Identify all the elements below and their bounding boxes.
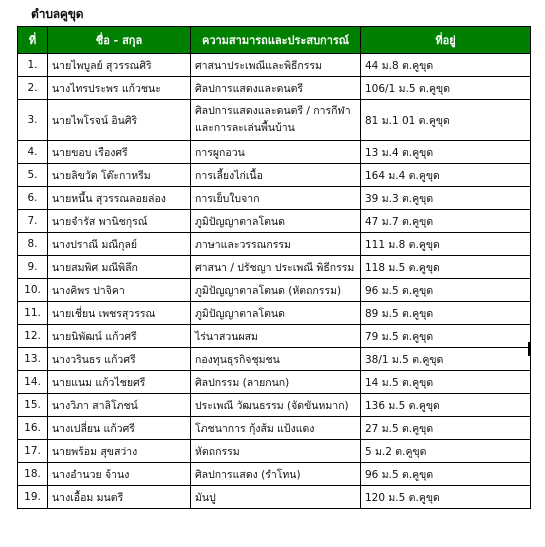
row-address: 81 ม.1 01 ต.คูขุด (361, 100, 531, 141)
row-name: นายเชี่ยน เพชรสุวรรณ (48, 302, 191, 325)
row-name: นายสมพิศ มณีพิลึก (48, 256, 191, 279)
row-skill: หัตถกรรม (191, 440, 361, 463)
row-skill: การเลี้ยงไก่เนื้อ (191, 164, 361, 187)
row-number: 9. (18, 256, 48, 279)
table-row (18, 54, 531, 77)
row-number: 11. (18, 302, 48, 325)
row-number: 10. (18, 279, 48, 302)
row-skill: ไร่นาสวนผสม (191, 325, 361, 348)
row-name: นายไพบูลย์ สุวรรณศิริ (48, 54, 191, 77)
header-skill: ความสามารถและประสบการณ์ (191, 27, 361, 54)
row-address: 44 ม.8 ต.คูขุด (361, 54, 531, 77)
row-address: 106/1 ม.5 ต.คูขุด (361, 77, 531, 100)
row-name: นายลิขวัต โต๊ะกาหรีม (48, 164, 191, 187)
row-skill: ภูมิปัญญาตาลโตนด (191, 210, 361, 233)
row-address: 96 ม.5 ต.คูขุด (361, 463, 531, 486)
row-number: 15. (18, 394, 48, 417)
table-row (18, 100, 531, 141)
row-name: นายแนม แก้วไชยศรี (48, 371, 191, 394)
row-number: 17. (18, 440, 48, 463)
row-address: 120 ม.5 ต.คูขุด (361, 486, 531, 509)
row-name: นายพร้อม สุขสว่าง (48, 440, 191, 463)
row-number: 1. (18, 54, 48, 77)
row-skill: ศิลปกรรม (ลายกนก) (191, 371, 361, 394)
table-row (18, 210, 531, 233)
row-name: นางปราณี มณีกุลย์ (48, 233, 191, 256)
table-row (18, 440, 531, 463)
row-number: 7. (18, 210, 48, 233)
header-name: ชื่อ - สกุล (48, 27, 191, 54)
row-number: 8. (18, 233, 48, 256)
row-name: นายไพโรจน์ อินศิริ (48, 100, 191, 141)
table-row (18, 302, 531, 325)
row-address: 13 ม.4 ต.คูขุด (361, 141, 531, 164)
header-no: ที่ (18, 27, 48, 54)
row-name: นางวรินธร แก้วศรี (48, 348, 191, 371)
row-address: 118 ม.5 ต.คูขุด (361, 256, 531, 279)
row-skill: ศาสนา / ปรัชญา ประเพณี พิธีกรรม (191, 256, 361, 279)
row-name: นางเปลี่ยน แก้วศรี (48, 417, 191, 440)
row-name: นายจำรัส พานิชกุรณ์ (48, 210, 191, 233)
row-skill: การเย็บใบจาก (191, 187, 361, 210)
row-number: 14. (18, 371, 48, 394)
row-address: 79 ม.5 ต.คูขุด (361, 325, 531, 348)
row-address: 5 ม.2 ต.คูขุด (361, 440, 531, 463)
row-name: นายนิพัฒน์ แก้วศรี (48, 325, 191, 348)
row-number: 5. (18, 164, 48, 187)
row-address: 27 ม.5 ต.คูขุด (361, 417, 531, 440)
row-name: นางเอื้อม มนตรี (48, 486, 191, 509)
table-row (18, 77, 531, 100)
row-skill: การผูกอวน (191, 141, 361, 164)
row-skill: ประเพณี วัฒนธรรม (จัดขันหมาก) (191, 394, 361, 417)
row-skill: กองทุนธุรกิจชุมชน (191, 348, 361, 371)
row-skill: ศิลปการแสดงและดนตรี / การกีฬาและการละเล่นพื้นบ้าน (191, 100, 361, 141)
table-row (18, 141, 531, 164)
row-name: นายหนึ้น สุวรรณลอยล่อง (48, 187, 191, 210)
row-number: 4. (18, 141, 48, 164)
row-address: 47 ม.7 ต.คูขุด (361, 210, 531, 233)
table-row (18, 164, 531, 187)
row-skill: ศิลปการแสดง (รำโทน) (191, 463, 361, 486)
table-row (18, 371, 531, 394)
table-row (18, 463, 531, 486)
table-row (18, 256, 531, 279)
row-number: 2. (18, 77, 48, 100)
row-number: 19. (18, 486, 48, 509)
row-address: 96 ม.5 ต.คูขุด (361, 279, 531, 302)
text-cursor (528, 342, 530, 356)
row-skill: ภาษาและวรรณกรรม (191, 233, 361, 256)
table-row (18, 187, 531, 210)
header-address: ที่อยู่ (361, 27, 531, 54)
table-row (18, 348, 531, 371)
row-name: นายขอบ เรืองศรี (48, 141, 191, 164)
table-row (18, 279, 531, 302)
row-name: นางวิภา สาลิโภชน์ (48, 394, 191, 417)
row-address: 164 ม.4 ต.คูขุด (361, 164, 531, 187)
row-number: 18. (18, 463, 48, 486)
table-row (18, 394, 531, 417)
row-address: 38/1 ม.5 ต.คูขุด (361, 348, 531, 371)
knowledge-holders-table (17, 26, 531, 509)
row-address: 136 ม.5 ต.คูขุด (361, 394, 531, 417)
row-number: 16. (18, 417, 48, 440)
row-skill: โภชนาการ กุ้งส้ม แป้งแดง (191, 417, 361, 440)
row-skill: มันปู (191, 486, 361, 509)
table-row (18, 325, 531, 348)
row-address: 39 ม.3 ต.คูขุด (361, 187, 531, 210)
table-row (18, 417, 531, 440)
table-row (18, 233, 531, 256)
row-address: 111 ม.8 ต.คูขุด (361, 233, 531, 256)
row-number: 3. (18, 100, 48, 141)
row-number: 12. (18, 325, 48, 348)
row-skill: ภูมิปัญญาตาลโตนด (191, 302, 361, 325)
row-skill: ภูมิปัญญาตาลโตนด (หัตถกรรม) (191, 279, 361, 302)
page-title: ตำบลคูขุด (31, 7, 84, 21)
table-row (18, 486, 531, 509)
row-address: 14 ม.5 ต.คูขุด (361, 371, 531, 394)
row-name: นางคิพร ปาจิคา (48, 279, 191, 302)
row-number: 13. (18, 348, 48, 371)
row-address: 89 ม.5 ต.คูขุด (361, 302, 531, 325)
row-skill: ศิลปการแสดงและดนตรี (191, 77, 361, 100)
row-skill: ศาสนาประเพณีและพิธีกรรม (191, 54, 361, 77)
row-name: นางไทรประพร แก้วชนะ (48, 77, 191, 100)
row-number: 6. (18, 187, 48, 210)
table-header-row (18, 27, 531, 54)
row-name: นางอำนวย จ้านง (48, 463, 191, 486)
